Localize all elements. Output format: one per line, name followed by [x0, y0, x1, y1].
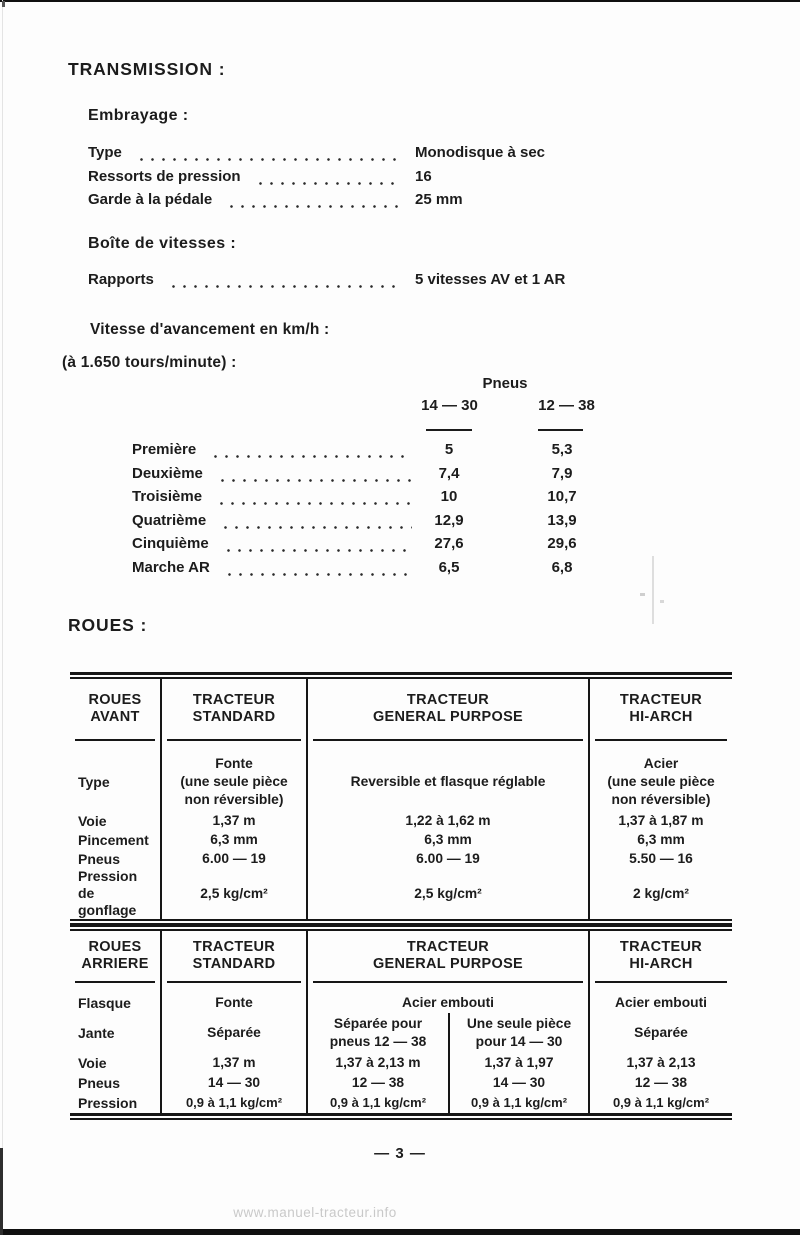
tire-column-12-38: 12 — 38: [538, 397, 595, 414]
tire-column-14-30: 14 — 30: [421, 397, 478, 414]
cell-pneus: 6.00 — 19: [416, 850, 480, 866]
spec-value: 5 vitesses AV et 1 AR: [415, 271, 566, 288]
gear-value-12-38: 5,3: [551, 441, 573, 458]
cell-pression: 2,5 kg/cm²: [414, 885, 482, 901]
gear-value-14-30: 27,6: [434, 535, 464, 553]
column-header-general-purpose: TRACTEUR GENERAL PURPOSE: [372, 939, 524, 972]
gear-row-deuxieme: [132, 465, 642, 489]
gear-label: Quatrième: [132, 511, 207, 529]
cell-pression: 0,9 à 1,1 kg/cm²: [470, 1095, 568, 1110]
dot-leader: [224, 559, 412, 583]
column-header-standard: TRACTEUR STANDARD: [192, 692, 276, 725]
cell-jante: Une seule pièce pour 14 — 30: [466, 1016, 572, 1049]
embrayage-heading: Embrayage :: [88, 107, 189, 124]
row-label-voie: Voie: [78, 1055, 107, 1071]
subcolumn-12-38: [308, 1013, 448, 1113]
cell-pincement: 6,3 mm: [210, 831, 258, 847]
spec-row-rapports: [88, 271, 648, 295]
row-label-pression: Pression de gonflage: [78, 868, 138, 918]
column-general-purpose: [306, 931, 588, 1113]
dot-leader: [210, 441, 412, 465]
spec-label: Rapports: [88, 271, 154, 288]
gear-value-12-38: 10,7: [547, 488, 577, 506]
table-top-rule: [70, 672, 732, 679]
column-general-purpose: [306, 679, 588, 919]
gear-value-14-30: 6,5: [438, 558, 460, 576]
cell-jante: Séparée: [634, 1025, 688, 1040]
cell-voie: 1,37 à 2,13 m: [335, 1055, 421, 1070]
watermark: www.manuel-tracteur.info: [233, 1205, 397, 1220]
spec-value: 16: [415, 167, 432, 185]
cell-pression: 2,5 kg/cm²: [200, 885, 268, 901]
column-header-standard: TRACTEUR STANDARD: [192, 939, 276, 972]
gear-row-troisieme: [132, 488, 642, 512]
general-purpose-subcolumns: [308, 1013, 588, 1113]
cell-voie: 1,37 m: [212, 812, 256, 828]
cell-voie: 1,37 à 2,13: [626, 1055, 696, 1070]
scan-speck-2: [660, 600, 664, 603]
column-header-hi-arch: TRACTEUR HI-ARCH: [619, 692, 703, 725]
gear-label: Marche AR: [132, 558, 210, 576]
vitesse-heading: Vitesse d'avancement en km/h :: [90, 321, 330, 338]
gear-row-premiere: [132, 441, 642, 465]
gear-label: Première: [132, 441, 197, 458]
gear-value-12-38: 13,9: [547, 511, 577, 529]
column-header-general-purpose: TRACTEUR GENERAL PURPOSE: [372, 692, 524, 725]
cell-pincement: 6,3 mm: [424, 831, 472, 847]
cell-flasque: Acier embouti: [402, 995, 494, 1010]
cell-voie: 1,22 à 1,62 m: [405, 812, 491, 828]
column-rule: [426, 429, 472, 431]
row-label-type: Type: [78, 774, 110, 790]
scan-smudge-right: [652, 556, 654, 624]
row-label-pneus: Pneus: [78, 1075, 121, 1091]
gear-value-12-38: 7,9: [551, 464, 573, 482]
gear-value-14-30: 12,9: [434, 511, 464, 529]
table-corner-header: ROUES AVANT: [88, 692, 142, 725]
column-rule: [538, 429, 583, 431]
scan-edge-top: [0, 0, 800, 2]
scan-edge-left-faint: [2, 0, 3, 1235]
roues-avant-table: [70, 672, 732, 931]
column-row-labels: [70, 679, 160, 919]
boite-heading: Boîte de vitesses :: [88, 235, 237, 252]
cell-pression: 2 kg/cm²: [633, 885, 689, 901]
row-label-voie: Voie: [78, 812, 107, 829]
cell-jante: Séparée: [207, 1025, 261, 1040]
dot-leader: [217, 465, 412, 489]
gear-value-14-30: 10: [440, 488, 458, 506]
column-standard: [160, 679, 306, 919]
spec-row-garde: [88, 191, 648, 215]
dot-leader: [255, 168, 401, 192]
gear-value-14-30: 5: [444, 441, 454, 458]
vitesse-subheading: (à 1.650 tours/minute) :: [62, 354, 237, 371]
gear-row-cinquieme: [132, 535, 642, 559]
transmission-heading: TRANSMISSION :: [68, 59, 226, 79]
cell-voie: 1,37 à 1,97: [484, 1055, 554, 1070]
scan-edge-left-dark: [0, 1148, 3, 1235]
dot-leader: [226, 191, 401, 215]
roues-heading: ROUES :: [68, 615, 148, 635]
gear-value-12-38: 6,8: [551, 558, 573, 576]
dot-leader: [223, 535, 412, 559]
cell-flasque: Fonte: [215, 995, 253, 1010]
page-number: — 3 —: [374, 1145, 426, 1162]
spec-label: Type: [88, 144, 122, 161]
gear-label: Deuxième: [132, 464, 203, 482]
column-standard: [160, 931, 306, 1113]
spec-label: Garde à la pédale: [88, 191, 213, 208]
pneus-column-group-header: Pneus: [482, 375, 528, 392]
scan-speck-1: [640, 593, 645, 596]
column-hi-arch: [588, 931, 732, 1113]
row-label-pincement: Pincement: [78, 831, 149, 848]
column-hi-arch: [588, 679, 732, 919]
cell-pneus: 5.50 — 16: [629, 850, 693, 866]
cell-type: Fonte (une seule pièce non réversible): [180, 756, 288, 807]
boite-spec-list: [88, 271, 648, 295]
gear-label: Troisième: [132, 488, 203, 506]
cell-pincement: 6,3 mm: [637, 831, 685, 847]
dot-leader: [168, 271, 401, 295]
dot-leader: [136, 144, 401, 168]
row-label-jante: Jante: [78, 1025, 115, 1041]
row-label-pression: Pression: [78, 1095, 138, 1111]
subcolumn-14-30: [448, 1013, 588, 1113]
spec-row-type: [88, 144, 648, 168]
roues-arriere-table: [70, 931, 732, 1120]
gear-row-marche-ar: [132, 559, 642, 583]
spec-value: Monodisque à sec: [415, 144, 546, 161]
dot-leader: [216, 488, 412, 512]
cell-pneus: 6.00 — 19: [202, 850, 266, 866]
gear-speed-table: [132, 441, 642, 583]
cell-pneus: 14 — 30: [492, 1075, 546, 1090]
scan-edge-bottom: [0, 1229, 800, 1235]
cell-flasque: Acier embouti: [615, 995, 707, 1010]
cell-pneus: 12 — 38: [351, 1075, 405, 1090]
column-header-hi-arch: TRACTEUR HI-ARCH: [619, 939, 703, 972]
gear-value-14-30: 7,4: [438, 464, 460, 482]
cell-voie: 1,37 à 1,87 m: [618, 812, 704, 828]
cell-type: Acier (une seule pièce non réversible): [607, 756, 715, 807]
gear-value-12-38: 29,6: [547, 535, 577, 553]
gear-label: Cinquième: [132, 535, 209, 553]
embrayage-spec-list: [88, 144, 648, 215]
cell-type: Reversible et flasque réglable: [350, 774, 546, 789]
cell-pression: 0,9 à 1,1 kg/cm²: [185, 1095, 283, 1110]
cell-jante: Séparée pour pneus 12 — 38: [329, 1016, 427, 1049]
dot-leader: [220, 512, 412, 536]
row-label-pneus: Pneus: [78, 850, 121, 867]
cell-pression: 0,9 à 1,1 kg/cm²: [612, 1095, 710, 1110]
cell-pression: 0,9 à 1,1 kg/cm²: [329, 1095, 427, 1110]
scan-speck-corner: [2, 1, 5, 7]
cell-voie: 1,37 m: [212, 1055, 256, 1070]
table-corner-header: ROUES ARRIERE: [81, 939, 149, 972]
spec-label: Ressorts de pression: [88, 167, 241, 185]
table-bottom-rule: [70, 1113, 732, 1120]
cell-pneus: 14 — 30: [207, 1075, 261, 1090]
table-separator-rule: [70, 919, 732, 931]
column-row-labels: [70, 931, 160, 1113]
row-label-flasque: Flasque: [78, 995, 131, 1011]
gear-row-quatrieme: [132, 512, 642, 536]
spec-row-ressorts: [88, 168, 648, 192]
cell-pneus: 12 — 38: [634, 1075, 688, 1090]
spec-value: 25 mm: [415, 191, 463, 208]
